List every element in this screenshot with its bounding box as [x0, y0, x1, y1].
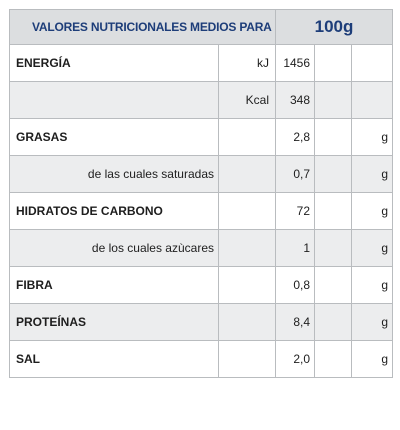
row-empty-cell — [315, 82, 352, 119]
row-gram-unit: g — [352, 304, 393, 341]
nutrition-facts — [9, 9, 393, 378]
row-unit — [219, 267, 276, 304]
table-row-protein — [10, 304, 393, 341]
table-row-fat — [10, 119, 393, 156]
table-header-row — [10, 10, 393, 45]
row-unit — [219, 304, 276, 341]
row-value: 1 — [276, 230, 315, 267]
row-gram-unit: g — [352, 119, 393, 156]
row-label: ENERGÍA — [10, 45, 219, 82]
nutrition-table — [9, 9, 393, 378]
row-unit — [219, 119, 276, 156]
row-gram-unit — [352, 82, 393, 119]
row-value: 0,7 — [276, 156, 315, 193]
row-empty-cell — [315, 304, 352, 341]
row-value: 2,8 — [276, 119, 315, 156]
row-gram-unit: g — [352, 341, 393, 378]
row-gram-unit: g — [352, 267, 393, 304]
row-empty-cell — [315, 193, 352, 230]
row-unit — [219, 193, 276, 230]
row-unit — [219, 230, 276, 267]
row-value: 0,8 — [276, 267, 315, 304]
row-empty-cell — [315, 119, 352, 156]
row-gram-unit: g — [352, 156, 393, 193]
row-empty-cell — [315, 45, 352, 82]
row-label: FIBRA — [10, 267, 219, 304]
table-row-fiber — [10, 267, 393, 304]
row-value: 348 — [276, 82, 315, 119]
table-row-salt — [10, 341, 393, 378]
header-amount: 100g — [276, 10, 393, 45]
table-row-energy-kcal — [10, 82, 393, 119]
row-empty-cell — [315, 230, 352, 267]
table-row-energy-kj — [10, 45, 393, 82]
row-unit: kJ — [219, 45, 276, 82]
row-empty-cell — [315, 341, 352, 378]
row-gram-unit — [352, 45, 393, 82]
row-unit: Kcal — [219, 82, 276, 119]
row-value: 72 — [276, 193, 315, 230]
row-label — [10, 82, 219, 119]
row-label: HIDRATOS DE CARBONO — [10, 193, 219, 230]
row-value: 2,0 — [276, 341, 315, 378]
row-value: 1456 — [276, 45, 315, 82]
row-label: GRASAS — [10, 119, 219, 156]
row-gram-unit: g — [352, 230, 393, 267]
table-row-saturated-fat — [10, 156, 393, 193]
row-label: SAL — [10, 341, 219, 378]
table-row-sugars — [10, 230, 393, 267]
row-unit — [219, 156, 276, 193]
row-empty-cell — [315, 267, 352, 304]
row-unit — [219, 341, 276, 378]
row-label: PROTEÍNAS — [10, 304, 219, 341]
row-gram-unit: g — [352, 193, 393, 230]
row-empty-cell — [315, 156, 352, 193]
header-title: VALORES NUTRICIONALES MEDIOS PARA — [10, 10, 276, 45]
row-sublabel: de los cuales azùcares — [10, 230, 219, 267]
row-value: 8,4 — [276, 304, 315, 341]
row-sublabel: de las cuales saturadas — [10, 156, 219, 193]
table-row-carbohydrates — [10, 193, 393, 230]
